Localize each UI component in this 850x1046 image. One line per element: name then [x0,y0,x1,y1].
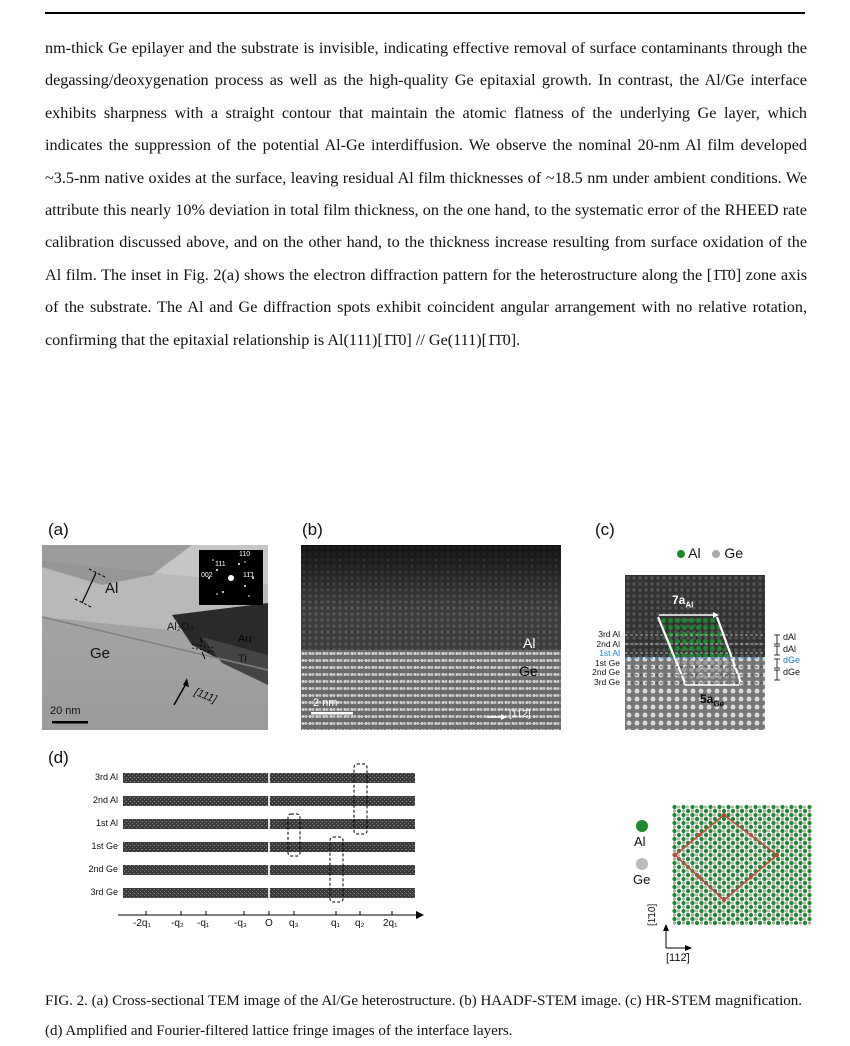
row-label: 1st Ge [91,841,118,851]
panel-a-ti-label: Ti [238,653,247,665]
panel-b-al-label: Al [523,635,536,651]
d-label: dGe [783,655,801,665]
panel-d-label: (d) [48,748,69,767]
panel-b-scalebar-label: 2 nm [313,697,338,709]
d-label: dAl [783,632,797,642]
figure-caption-partial: FIG. 2. (a) Cross-sectional TEM image of the Al/Ge heterostructure. (b) HAADF-STEM image. (c) HR-STEM magnification. (d) Amplified and Fourier-filtered lattice fringe images of the interface layers. [45,993,803,1039]
row-label: 3rd Ge [90,887,118,897]
tick-label: -q₃ [234,918,247,929]
legend-ge-dot [712,550,720,558]
tick-label: -q₂ [171,918,184,929]
layer-label: 1st Al [599,648,620,658]
model-dir-horizontal: [112̄] [666,952,690,964]
panel-a-scalebar-label: 20 nm [50,705,81,717]
legend-al-label: Al [688,545,701,561]
tick-label: q₂ [355,918,365,929]
panel-c-layer-labels [568,630,620,687]
layer-label: 2nd Ge [592,667,620,677]
panel-c-label: (c) [595,520,615,539]
panel-a-al2o3-label: Al₂O₃ [167,621,195,633]
panel-a-label: (a) [48,520,69,539]
row-label: 1st Al [95,818,118,828]
tick-label: q₃ [289,918,299,929]
layer-label: 2nd Al [596,638,620,649]
d-label: dAl [783,643,797,654]
panel-d-row-labels [70,770,118,908]
body-paragraph: nm-thick Ge epilayer and the substrate is invisible, indicating effective removal of surface contaminants through the degassing/deoxygenation process as well as the high-quality Ge epitaxial growth. In contrast, the Al/Ge interface exhibits sharpness with a straight contour that maintain the atomic flatness of the underlying Ge layer, which indicates the suppression of the potential Al-Ge interdiffusion. We observe the nominal 20-nm Al film developed ~3.5-nm native oxides at the surface, leaving residual Al film thicknesses of ~18.5 nm under ambient conditions. We attribute this nearly 10% deviation in total film thickness, on the one hand, to the systematic error of the RHEED rate calibration discussed above, and on the other hand, to the thickness increase resulting from surface oxidation of the Al film. The inset in Fig. 2(a) shows the electron diffraction pattern for the heterostructure along the [1̄1̄0] zone axis of the substrate. The Al and Ge diffraction spots exhibit coincident angular arrangement with no relative rotation, confirming that the epitaxial relationship is Al(111)[1̄1̄0] // Ge(111)[1̄1̄0]. [45,39,807,349]
layer-label: 1st Ge [594,657,620,668]
panel-b-ge-label: Ge [519,663,538,679]
legend-al-dot [677,550,685,558]
row-label: 2nd Al [92,795,118,805]
row-label: 3rd Al [94,772,118,782]
d-label: dGe [783,666,801,677]
model-legend-ge-label: Ge [633,872,651,887]
inset-110: 110 [239,551,251,558]
layer-label: 3rd Al [598,629,620,639]
legend-ge-label: Ge [724,545,744,561]
panel-b-label: (b) [302,520,323,539]
inset-111: 111 [215,561,226,568]
panel-a-direction: [111] [192,686,219,706]
panel-a-ge-label: Ge [90,645,111,662]
tick-label: O [265,918,273,929]
panel-c-top-label: $7a_{Al}$ [672,593,694,610]
inset-002: 002 [201,572,213,579]
panel-b-stem-image [301,545,561,730]
tick-label: -2q₁ [133,918,151,929]
inset-11bar1: 11̄1 [243,572,255,579]
top-rule [45,12,805,14]
tick-label: q₁ [331,918,340,929]
panel-c-d-brackets [771,630,783,690]
model-dir-vertical: [1̄10] [647,903,658,926]
model-legend-ge-dot [636,858,648,870]
tick-label: 2q₁ [383,918,398,929]
row-label: 2nd Ge [88,864,118,874]
panel-a-au-label: Au [238,633,252,645]
panel-c-d-labels [783,632,800,678]
panel-a-tem-image [42,545,268,730]
panel-a-al-label: Al [105,580,119,597]
layer-label: 3rd Ge [594,676,620,687]
panel-c-bottom-label: $5a_{Ge}$ [700,692,725,709]
panel-b-direction: [112̄] [509,709,531,720]
model-legend-al-label: Al [634,834,646,849]
panel-d-fourier-strips [118,765,498,925]
model-legend-al-dot [636,820,648,832]
panel-c-stem-image [625,575,765,730]
atomic-model [672,805,812,925]
panel-c-legend [677,545,743,561]
tick-label: -q₁ [197,918,210,929]
